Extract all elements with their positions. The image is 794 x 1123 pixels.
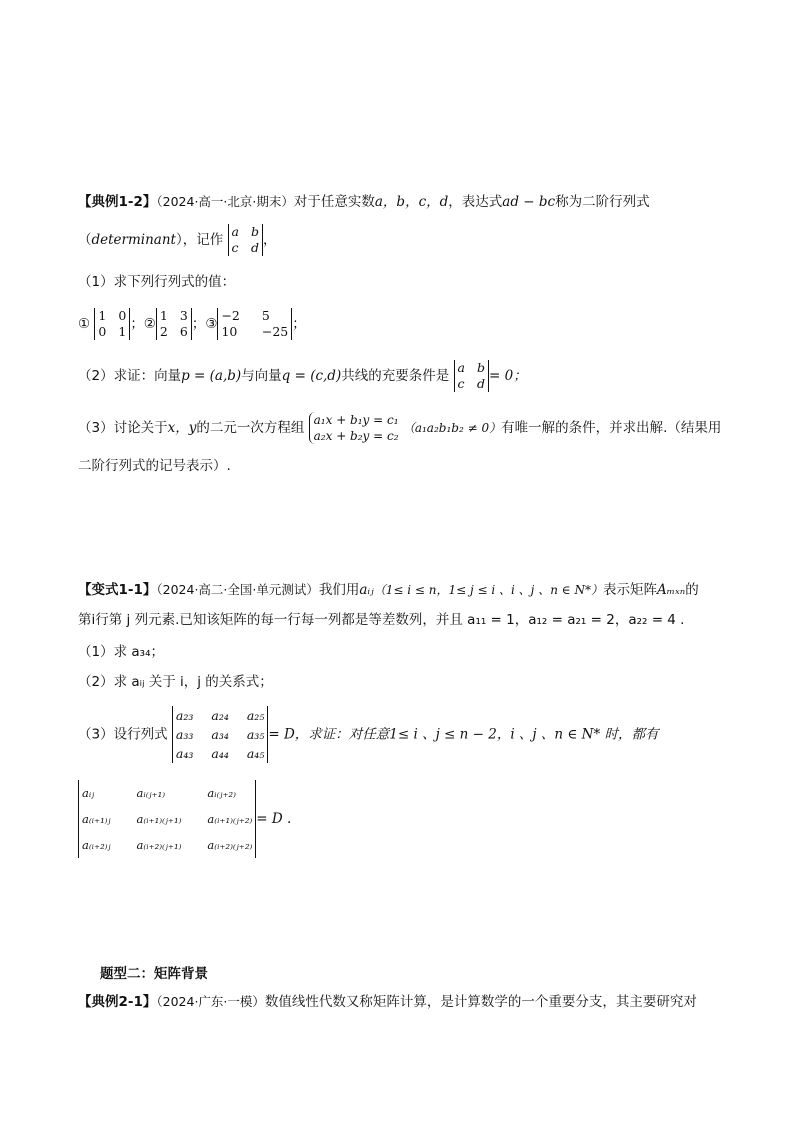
det-entry: a₂₃ (175, 708, 194, 723)
text: ），记作 (175, 232, 224, 248)
det-entry: a₃₅ (246, 727, 265, 742)
det-entry: d (476, 376, 485, 391)
det-entry: a₍ᵢ₊₂₎₍ⱼ₊₂₎ (207, 838, 253, 852)
text: （3）设行列式 (78, 726, 168, 743)
text: ， (263, 232, 277, 248)
det-entry: aᵢ₍ⱼ₊₂₎ (207, 786, 236, 800)
det-entry: 3 (179, 308, 188, 323)
determinant-4 (454, 360, 489, 392)
example-source: （2024·广东·一模） (156, 994, 265, 1009)
expression: ad − bc (502, 194, 556, 210)
element-aij: aᵢⱼ (359, 582, 374, 598)
det-entry: a₍ᵢ₊₁₎₍ⱼ₊₁₎ (136, 812, 182, 826)
vector-p: p = (a,b) (181, 368, 242, 384)
text: ，表达式 (448, 194, 503, 210)
text: ； (292, 316, 306, 332)
generic-determinant (228, 224, 263, 256)
determinant-3 (217, 308, 292, 340)
det-entry: a₂₅ (246, 708, 265, 723)
text: （3）讨论关于 (78, 420, 168, 436)
det-entry: −2 (221, 308, 240, 323)
det-entry: d (250, 240, 259, 255)
variant-question-2: （2）求 aᵢⱼ 关于 i，j 的关系式； (78, 674, 273, 690)
determinant-2 (156, 308, 192, 340)
variant-tag: 【变式1-1】 (78, 582, 157, 598)
det-entry: c (231, 240, 239, 255)
equation: a₂x + b₂y = c₂ (313, 429, 399, 443)
det-entry: aᵢ₍ⱼ₊₁₎ (136, 786, 166, 800)
variant-source: （2024·高二·全国·单元测试） (156, 582, 319, 597)
determinant-general (78, 780, 256, 858)
det-entry: a (231, 224, 239, 239)
det-entry: a₄₃ (175, 746, 194, 761)
matrix-A: Aₘₓₙ (656, 582, 686, 598)
question-1-determinants (78, 308, 306, 340)
det-entry: a₄₅ (246, 746, 265, 761)
determinant-3x3 (172, 706, 268, 763)
variant-question-3 (78, 706, 659, 763)
variant-1-1-line1 (78, 580, 699, 600)
text: = 0； (489, 368, 527, 384)
text: 有唯一解的条件，并求出解.（结果用 (501, 420, 722, 436)
det-entry: b (476, 360, 485, 375)
question-3 (78, 412, 721, 444)
example-tag: 【典例1-2】 (78, 194, 157, 210)
variant-general-determinant (78, 780, 291, 858)
variant-1-1-line2: 第i行第 j 列元素.已知该矩阵的每一行每一列都是等差数列，并且 a₁₁ = 1，a₁₂ = a₂₁ = 2，a₂₂ = 4 . (78, 612, 685, 628)
det-entry: 2 (159, 324, 168, 339)
text: 对于任意实数 (293, 194, 375, 210)
variant-question-1: （1）求 a₃₄； (78, 644, 164, 660)
text: 的二元一次方程组 (196, 420, 305, 436)
example-source: （2024·高一·北京·期末） (156, 194, 294, 209)
det-entry: 5 (261, 308, 270, 323)
det-entry: a₍ᵢ₊₂₎₍ⱼ₊₁₎ (136, 838, 182, 852)
text: 称为二阶行列式 (555, 194, 650, 210)
text: 共线的充要条件是 (341, 368, 450, 384)
det-entry: 1 (159, 308, 168, 323)
det-entry: a (457, 360, 465, 375)
condition: （a₁a₂b₁b₂ ≠ 0） (402, 421, 502, 435)
text: （2）求证：向量 (78, 368, 182, 384)
det-entry: a₂₄ (211, 708, 229, 723)
circled-1: ① (78, 316, 91, 332)
determinant-word: determinant (91, 232, 176, 248)
question-2 (78, 360, 527, 392)
det-entry: a₃₃ (175, 727, 194, 742)
det-entry: 1 (98, 308, 107, 323)
text: 我们用 (318, 582, 360, 598)
example-1-2-line2 (78, 224, 277, 256)
det-entry: −25 (261, 324, 289, 339)
text: （ (78, 232, 92, 248)
range: （1≤ i ≤ n，1≤ j ≤ i 、i 、j 、n ∈ N*） (373, 583, 603, 597)
det-entry: c (457, 376, 465, 391)
text: ；② (130, 316, 156, 332)
question-3-cont: 二阶行列式的记号表示）. (78, 458, 231, 474)
det-entry: a₃₄ (211, 727, 229, 742)
equation-system (309, 412, 399, 444)
question-1: （1）求下列行列式的值： (78, 274, 236, 290)
text: 的 (685, 582, 699, 598)
variables: x，y (167, 420, 197, 436)
text: 表示矩阵 (602, 582, 657, 598)
det-entry: b (250, 224, 259, 239)
text: 与向量 (241, 368, 282, 384)
det-entry: a₍ᵢ₊₁₎ⱼ (82, 812, 111, 826)
det-entry: 1 (118, 324, 127, 339)
section-heading: 题型二：矩阵背景 (100, 966, 208, 982)
text: = D . (256, 811, 292, 827)
vector-q: q = (c,d) (281, 368, 342, 384)
example-2-1-line1 (78, 992, 697, 1012)
text: = D，求证：对任意1≤ i 、j ≤ n − 2，i 、j 、n ∈ N* 时，都有 (268, 726, 659, 743)
equation: a₁x + b₁y = c₁ (313, 413, 399, 427)
example-tag: 【典例2-1】 (78, 994, 157, 1010)
det-entry: aᵢⱼ (82, 786, 95, 800)
det-entry: 6 (179, 324, 188, 339)
det-entry: a₄₄ (211, 746, 229, 761)
det-entry: 10 (221, 324, 238, 339)
det-entry: 0 (118, 308, 127, 323)
text: ；③ (191, 316, 218, 332)
determinant-1 (94, 308, 130, 340)
det-entry: a₍ᵢ₊₂₎ⱼ (82, 838, 111, 852)
example-1-2-line1 (78, 192, 650, 212)
variables: a，b，c，d (374, 194, 449, 210)
det-entry: 0 (98, 324, 107, 339)
text: 数值线性代数又称矩阵计算，是计算数学的一个重要分支，其主要研究对 (264, 994, 697, 1010)
det-entry: a₍ᵢ₊₁₎₍ⱼ₊₂₎ (207, 812, 253, 826)
